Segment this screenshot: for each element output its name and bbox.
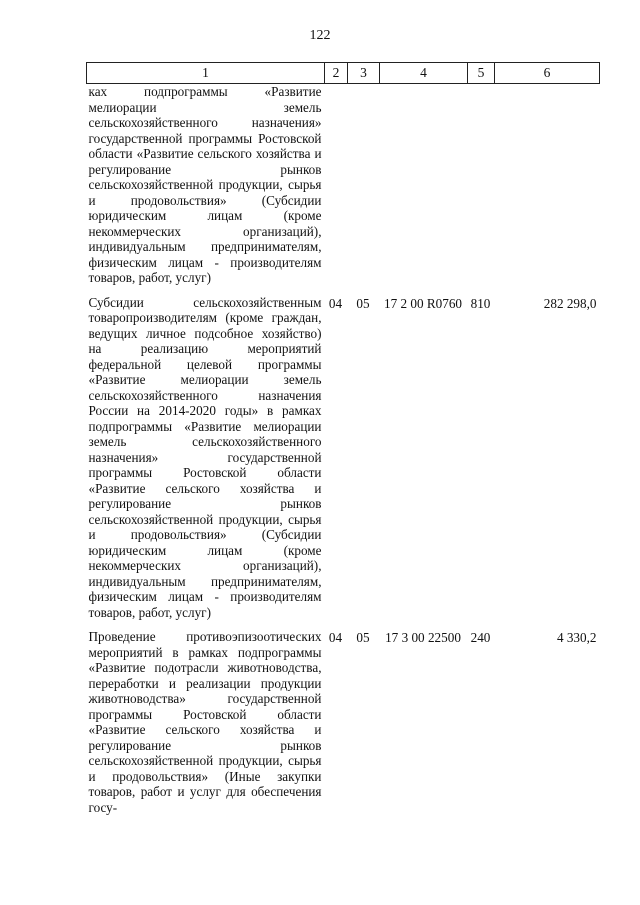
column-header-3: 3: [348, 63, 380, 84]
row-description: ках подпрограммы «Развитие мелиорации земель сельскохозяйственного назначения» государственной программы Ростовской области «Развитие сельского хозяйства и регулирование рынков сельскохозяйственной продукции, сырья и продовольствия» (Субсидии юридическим лицам (кроме некоммерческих организаций), индивидуальным предпринимателям, физическим лицам - производителям товаров, работ, услуг): [88, 84, 322, 285]
row-amount: 4 330,2: [556, 630, 597, 645]
row-amount: 282 298,0: [543, 295, 597, 311]
page-number: 122: [309, 28, 331, 43]
column-header-1: 1: [87, 63, 325, 84]
row-expense-type-code: 240: [470, 630, 491, 645]
row-expense-type-code: 810: [470, 295, 491, 311]
table-row: [87, 84, 600, 286]
column-header-5: 5: [468, 63, 495, 84]
row-subsection-code: [348, 84, 380, 286]
row-subsection-code: 05: [356, 630, 370, 645]
column-header-2: 2: [325, 63, 348, 84]
table-row: [87, 286, 600, 621]
row-section-code: 04: [328, 630, 343, 645]
row-target-code: [380, 84, 468, 286]
row-target-code: 17 3 00 22500: [385, 630, 461, 645]
column-header-4: 4: [380, 63, 468, 84]
budget-table: [86, 62, 600, 815]
row-description: Проведение противоэпизоотических мероприятий в рамках подпрограммы «Развитие подотрасли животноводства, переработки и реализации продукции животноводства» государственной программы Ростовской области «Развитие сельского хозяйства и регулирование рынков сельскохозяйственной продукции, сырья и продовольствия» (Иные закупки товаров, работ и услуг для обеспечения госу-: [88, 629, 322, 815]
row-section-code: [325, 84, 348, 286]
row-subsection-code: 05: [356, 295, 370, 311]
row-section-code: 04: [328, 295, 343, 311]
table-row: [87, 620, 600, 815]
row-target-code: 17 2 00 R0760: [383, 295, 463, 311]
row-expense-type-code: [468, 84, 495, 286]
row-description: Субсидии сельскохозяйственным товаропроизводителям (кроме граждан, ведущих личное подсобное хозяйство) на реализацию мероприятий федеральной целевой программы «Развитие мелиорации земель сельскохозяйственного назначения России на 2014-2020 годы» в рамках подпрограммы «Развитие мелиорации земель сельскохозяйственного назначения» государственной программы Ростовской области «Развитие сельского хозяйства и регулирование рынков сельскохозяйственной продукции, сырья и продовольствия» (Субсидии юридическим лицам (кроме некоммерческих организаций), индивидуальным предпринимателям, физическим лицам - производителям товаров, работ, услуг): [88, 294, 322, 620]
table-header-row: [87, 63, 600, 84]
row-amount: [495, 84, 600, 286]
column-header-6: 6: [495, 63, 600, 84]
